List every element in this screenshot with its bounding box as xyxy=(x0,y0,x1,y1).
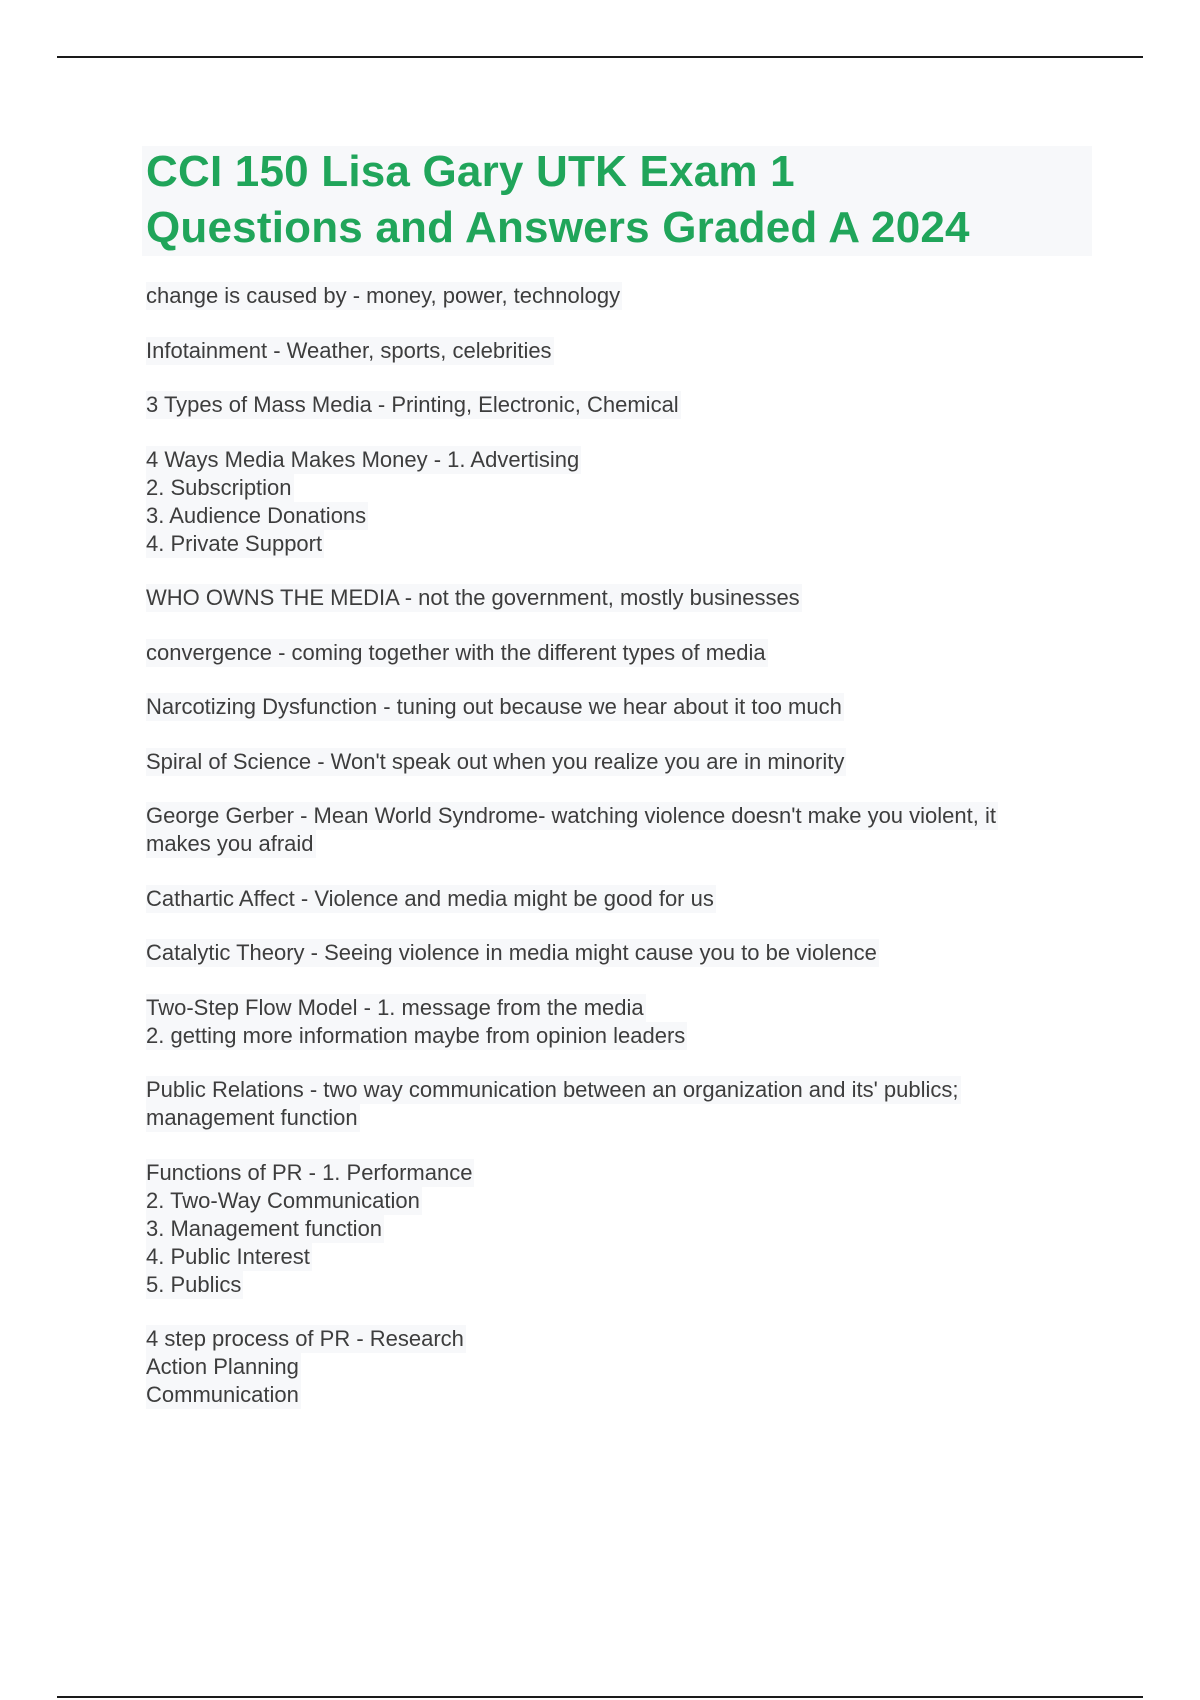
qa-entry xyxy=(146,994,1106,1050)
qa-line: 2. getting more information maybe from opinion leaders xyxy=(146,1022,686,1048)
qa-list xyxy=(146,282,1106,1436)
qa-line: Two-Step Flow Model - 1. message from the media xyxy=(146,994,644,1020)
qa-line: Narcotizing Dysfunction - tuning out because we hear about it too much xyxy=(146,694,842,719)
qa-line: WHO OWNS THE MEDIA - not the government, mostly businesses xyxy=(146,585,800,610)
qa-line: change is caused by - money, power, technology xyxy=(146,283,621,308)
qa-entry xyxy=(146,1325,1106,1409)
qa-line: Infotainment - Weather, sports, celebrities xyxy=(146,337,552,363)
qa-line: 4 Ways Media Makes Money - 1. Advertising xyxy=(146,446,580,472)
qa-line: 5. Publics xyxy=(146,1271,242,1297)
title-line-1: CCI 150 Lisa Gary UTK Exam 1 xyxy=(146,147,795,196)
qa-entry xyxy=(146,802,1106,858)
qa-line: makes you afraid xyxy=(146,831,314,856)
qa-line: Communication xyxy=(146,1382,299,1407)
qa-entry xyxy=(146,693,1106,721)
qa-entry xyxy=(146,391,1106,419)
qa-line: 4 step process of PR - Research xyxy=(146,1326,464,1351)
title-line-2: Questions and Answers Graded A 2024 xyxy=(146,203,970,252)
qa-line: management function xyxy=(146,1105,358,1130)
qa-entry xyxy=(146,748,1106,776)
qa-line: 2. Two-Way Communication xyxy=(146,1187,420,1213)
qa-line: Catalytic Theory - Seeing violence in media might cause you to be violence xyxy=(146,940,877,965)
qa-entry xyxy=(146,337,1106,365)
qa-line: Cathartic Affect - Violence and media might be good for us xyxy=(146,885,714,911)
qa-entry xyxy=(146,939,1106,967)
qa-entry xyxy=(146,885,1106,913)
qa-line: 3 Types of Mass Media - Printing, Electronic, Chemical xyxy=(146,392,679,417)
qa-entry xyxy=(146,446,1106,558)
qa-entry xyxy=(146,584,1106,612)
qa-line: convergence - coming together with the different types of media xyxy=(146,639,766,665)
qa-line: 2. Subscription xyxy=(146,474,292,500)
bottom-rule xyxy=(57,1696,1143,1698)
qa-entry xyxy=(146,282,1106,310)
qa-line: Public Relations - two way communication between an organization and its' publics; xyxy=(146,1077,959,1102)
qa-line: Action Planning xyxy=(146,1354,299,1379)
qa-line: Spiral of Science - Won't speak out when you realize you are in minority xyxy=(146,748,845,774)
qa-line: 4. Public Interest xyxy=(146,1243,310,1269)
document-title xyxy=(146,144,970,256)
qa-entry xyxy=(146,639,1106,667)
qa-entry xyxy=(146,1076,1106,1132)
qa-line: 4. Private Support xyxy=(146,530,323,556)
qa-entry xyxy=(146,1159,1106,1299)
qa-line: 3. Management function xyxy=(146,1215,383,1241)
qa-line: Functions of PR - 1. Performance xyxy=(146,1159,473,1185)
qa-line: 3. Audience Donations xyxy=(146,502,367,528)
top-rule xyxy=(57,56,1143,58)
qa-line: George Gerber - Mean World Syndrome- watching violence doesn't make you violent, it xyxy=(146,803,996,828)
